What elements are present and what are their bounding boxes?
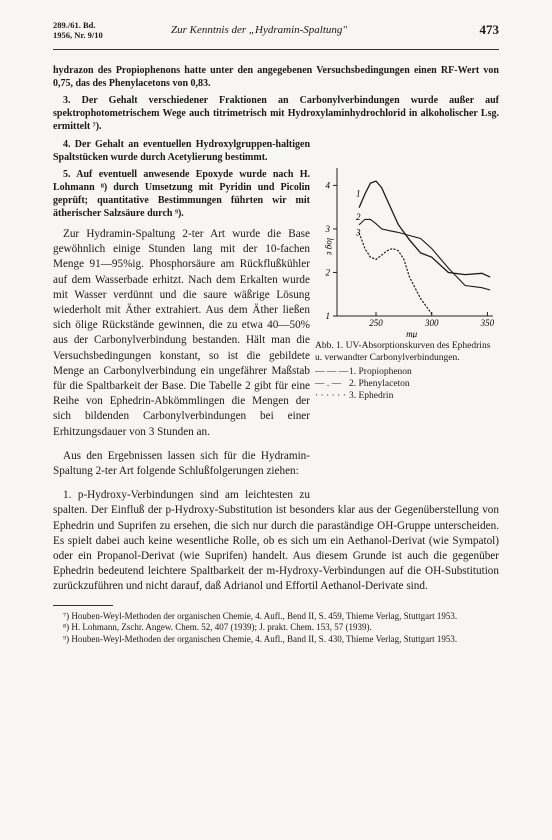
issue-line: 1956, Nr. 9/10 xyxy=(53,30,103,40)
curve-label: 2 xyxy=(355,212,361,223)
series-curve xyxy=(359,181,489,277)
x-tick-label: 300 xyxy=(424,318,439,328)
figure-caption xyxy=(315,340,499,364)
uv-absorption-chart xyxy=(315,160,499,338)
body-paragraph: Aus den Ergebnissen lassen sich für die Hydramin-Spaltung 2-ter Art folgende Schlußfolgerungen ziehen: xyxy=(53,449,310,478)
x-tick-label: 350 xyxy=(480,318,495,328)
methods-paragraph: 5. Auf eventuell anwesende Epoxyde wurde nach H. Lohmann ⁸) durch Umsetzung mit Pyridin und Picolin geprüft; quantitative Bestimmungen führten wir mit ätherischer Salzsäure durch ⁹). xyxy=(53,169,310,219)
figure-legend xyxy=(315,366,499,402)
footnote: ⁹) Houben-Weyl-Methoden der organischen Chemie, 4. Aufl., Band II, S. 430, Thieme Verlag, Stuttgart 1953. xyxy=(63,633,458,644)
volume-info xyxy=(53,20,103,40)
methods-paragraph: 3. Der Gehalt verschiedener Fraktionen an Carbonylverbindungen wurde außer auf spektrophotometrischem Wege auch titrimetrisch mit Hydroxylaminhydrochlorid in alkoholischer Lsg. ermittelt ⁷). xyxy=(53,95,499,132)
volume-line: 289./61. Bd. xyxy=(53,20,96,30)
footnote-rule xyxy=(53,605,113,606)
caption-label: Abb. 1. xyxy=(315,341,344,351)
y-tick-label: 1 xyxy=(325,311,330,321)
x-tick-label: 250 xyxy=(369,318,383,328)
running-title: Zur Kenntnis der „Hydramin-Spaltung" xyxy=(171,24,348,36)
caption-text: UV-Absorptionskurven des Ephedrins u. verwandter Carbonylverbindungen. xyxy=(315,341,491,363)
header-rule xyxy=(53,49,499,50)
y-tick-label: 3 xyxy=(325,223,330,234)
series-curve xyxy=(359,233,431,313)
journal-page xyxy=(53,20,499,645)
footnote: ⁷) Houben-Weyl-Methoden der organischen Chemie, 4. Aufl., Bend II, S. 459, Thieme Verlag, Stuttgart 1953. xyxy=(63,610,458,621)
curve-label: 3 xyxy=(355,227,361,238)
methods-section xyxy=(53,64,499,133)
body-paragraph: Zur Hydramin-Spaltung 2-ter Art wurde die Base gewöhnlich einige Stunden lang mit der 10-fachen Menge 91—95%ig. Phosphorsäure am Rückflußkühler auf dem Wasserbade erhitzt. Nach dem Erkalten wurde mit Wasser verdünnt und die saure wäßrige Lösung wiederholt mit Äther extrahiert. Aus dem Äther ließen sich ölige Rückstände gewinnen, die zu etwa 40—50% aus der Carbonylverbindung bestanden. Hält man die Versuchsbedingungen konstant, so ist die gebildete Menge an Carbonylverbindung ein ungefährer Maßstab für die Spaltbarkeit der Base. Die Tabelle 2 gibt für eine Reihe von Ephedrin-Abkömmlingen die Mengen der sich bildenden Carbonylverbindungen bei einer Erhitzungsdauer von 3 Stunden an. xyxy=(53,228,310,438)
y-tick-label: 2 xyxy=(325,267,330,278)
curve-label: 1 xyxy=(355,188,361,199)
footnotes xyxy=(53,611,499,646)
figure-uv-absorption xyxy=(315,160,499,402)
page-number: 473 xyxy=(479,22,499,37)
methods-paragraph: hydrazon des Propiophenons hatte unter den angegebenen Versuchsbedingungen einen RF-Wert von 0,75, das des Phenylacetons von 0,83. xyxy=(53,65,499,89)
x-axis-label: mμ xyxy=(406,329,418,338)
left-column xyxy=(53,138,310,220)
methods-paragraph: 4. Der Gehalt an eventuellen Hydroxylgruppen-haltigen Spaltstücken wurde durch Acetylierung bestimmt. xyxy=(53,139,310,163)
body-paragraph: 1. p-Hydroxy-Verbindungen sind am leichtesten zu spalten. Der Einfluß der p-Hydroxy-Substitution ist besonders klar aus der Gegenüberstellung von Ephedrin und Suprifen zu ersehen, die sich nur durch die paraständige OH-Gruppe unterscheiden. Es spielt dabei auch keine wesentliche Rolle, ob es sich um ein Aethanol-Derivat (wie Sympatol) oder ein Propanol-Derivat (wie Suprifen) handelt. Aus diesem Grunde ist auch die gegenüber Ephedrin bedeutend leichtere Spaltbarkeit der m-Hydroxy-Verbindungen auf die OH-Substitution zurückzuführen und nicht darauf, daß Adrianol und Effortil Aethanol-Derivate sind. xyxy=(53,489,499,593)
footnote: ⁸) H. Lohmann, Zschr. Angew. Chem. 52, 407 (1939); J. prakt. Chem. 153, 57 (1939). xyxy=(63,622,372,633)
legend-item: · · · · · · 3. Ephedrin xyxy=(315,391,394,401)
page-header xyxy=(53,20,499,48)
y-tick-label: 4 xyxy=(325,180,330,191)
legend-item: — — —1. Propiophenon xyxy=(315,367,412,377)
y-axis-label: log ε xyxy=(325,237,335,256)
legend-item: — . — 2. Phenylaceton xyxy=(315,379,410,389)
